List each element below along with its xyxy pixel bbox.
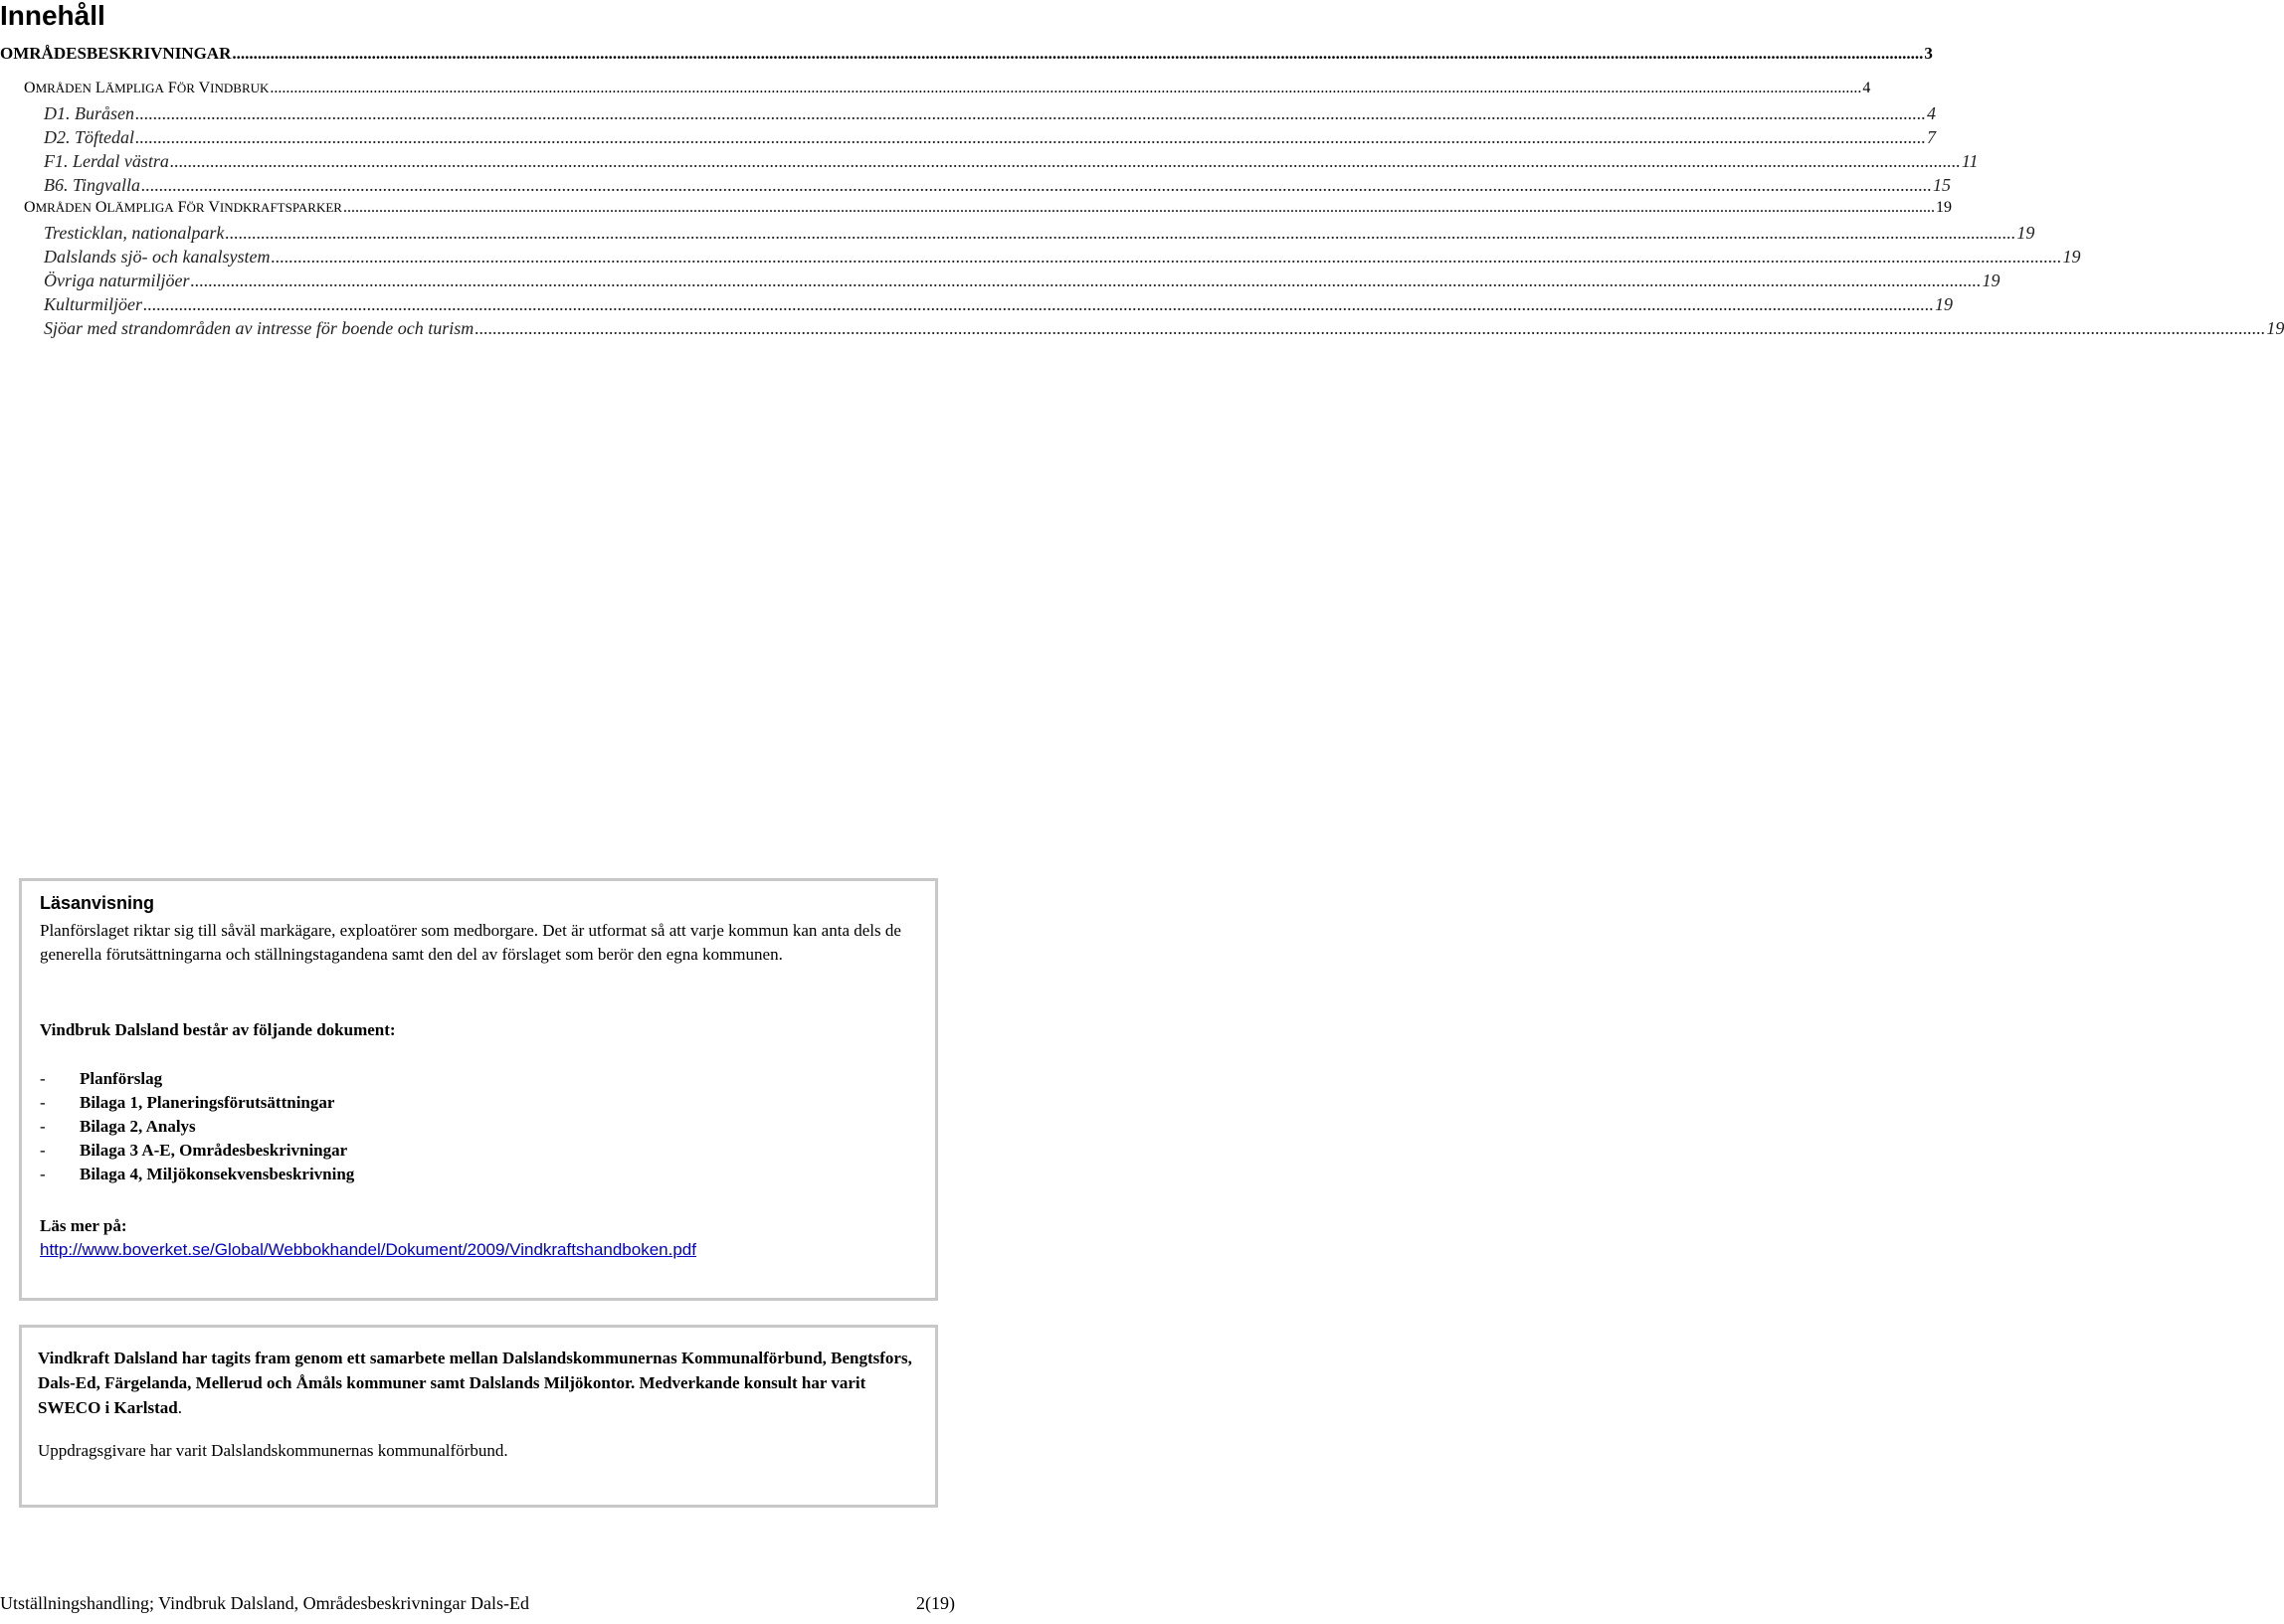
toc-leader-dots: ................................................................................................................................................................................................................................................................................................................................................................................................................ bbox=[225, 223, 2016, 243]
document-name: Bilaga 3 A-E, Områdesbeskrivningar bbox=[80, 1141, 348, 1160]
toc-entry[interactable] bbox=[24, 80, 1871, 97]
toc-entry-label: Dalslands sjö- och kanalsystem bbox=[44, 247, 271, 267]
list-item bbox=[40, 1139, 354, 1163]
toc-entry-label: Övriga naturmiljöer bbox=[44, 271, 190, 290]
toc-entry-label: Kulturmiljöer bbox=[44, 294, 143, 314]
list-dash: - bbox=[40, 1141, 46, 1160]
toc-entry[interactable] bbox=[44, 271, 2000, 291]
credits-period: . bbox=[177, 1398, 182, 1417]
list-dash: - bbox=[40, 1117, 46, 1136]
toc-entry-label: Tresticklan, nationalpark bbox=[44, 223, 225, 243]
toc-entry-label: OMRÅDEN LÄMPLIGA FÖR VINDBRUK bbox=[24, 80, 270, 96]
toc-leader-dots: ................................................................................................................................................................................................................................................................................................................................................................................................................ bbox=[232, 44, 1924, 63]
list-item bbox=[40, 1091, 354, 1115]
page-heading: Innehåll bbox=[0, 0, 105, 31]
toc-entry-page: 19 bbox=[1935, 199, 1952, 216]
toc-entry[interactable] bbox=[44, 175, 1952, 196]
toc-leader-dots: ................................................................................................................................................................................................................................................................................................................................................................................................................ bbox=[342, 199, 1935, 216]
toc-entry-page: 19 bbox=[1982, 271, 2000, 290]
documents-title: Vindbruk Dalsland består av följande dokument: bbox=[40, 1020, 396, 1039]
toc-entry[interactable] bbox=[44, 223, 2035, 244]
toc-entry[interactable] bbox=[44, 247, 2081, 268]
read-more-link[interactable]: http://www.boverket.se/Global/Webbokhandel/Dokument/2009/Vindkraftshandboken.pdf bbox=[40, 1240, 696, 1259]
credits-bold-text: Vindkraft Dalsland har tagits fram genom ett samarbete mellan Dalslandskommunernas Kommunalförbund, Bengtsfors, Dals-Ed, Färgelanda, Mellerud och Åmåls kommuner samt Dalslands Miljökontor. Medverkande konsult har varit SWECO i Karlstad bbox=[38, 1349, 912, 1417]
toc-entry-page: 19 bbox=[1935, 294, 1954, 314]
toc-leader-dots: ................................................................................................................................................................................................................................................................................................................................................................................................................ bbox=[169, 151, 1961, 171]
toc-entry[interactable] bbox=[0, 44, 1933, 64]
list-item bbox=[40, 1115, 354, 1139]
list-dash: - bbox=[40, 1093, 46, 1112]
toc-entry-label: F1. Lerdal västra bbox=[44, 151, 169, 171]
toc-entry-label: D1. Buråsen bbox=[44, 103, 134, 123]
document-name: Bilaga 4, Miljökonsekvensbeskrivning bbox=[80, 1165, 355, 1183]
toc-entry-page: 7 bbox=[1927, 127, 1937, 147]
toc-entry[interactable] bbox=[44, 127, 1937, 148]
commissioner-text: Uppdragsgivare har varit Dalslandskommunernas kommunalförbund. bbox=[38, 1441, 508, 1460]
toc-leader-dots: ................................................................................................................................................................................................................................................................................................................................................................................................................ bbox=[190, 271, 1982, 290]
list-dash: - bbox=[40, 1165, 46, 1183]
toc-leader-dots: ................................................................................................................................................................................................................................................................................................................................................................................................................ bbox=[135, 103, 1926, 123]
document-name: Bilaga 2, Analys bbox=[80, 1117, 196, 1136]
reading-guide-box bbox=[19, 878, 938, 1301]
toc-entry-page: 11 bbox=[1961, 151, 1979, 171]
toc-leader-dots: ................................................................................................................................................................................................................................................................................................................................................................................................................ bbox=[135, 127, 1927, 147]
toc-leader-dots: ................................................................................................................................................................................................................................................................................................................................................................................................................ bbox=[475, 318, 2266, 338]
read-more-title: Läs mer på: bbox=[40, 1216, 127, 1235]
toc-entry-page: 3 bbox=[1924, 44, 1933, 63]
document-name: Bilaga 1, Planeringsförutsättningar bbox=[80, 1093, 335, 1112]
toc-entry[interactable] bbox=[24, 199, 1952, 217]
toc-entry-page: 4 bbox=[1862, 80, 1871, 96]
credits-text bbox=[38, 1346, 923, 1420]
toc-entry-page: 19 bbox=[2062, 247, 2081, 267]
toc-entry[interactable] bbox=[44, 103, 1936, 124]
table-of-contents bbox=[0, 0, 2284, 358]
footer-document-title: Utställningshandling; Vindbruk Dalsland, Områdesbeskrivningar Dals-Ed bbox=[0, 1593, 530, 1613]
toc-leader-dots: ................................................................................................................................................................................................................................................................................................................................................................................................................ bbox=[270, 80, 1862, 96]
toc-entry-page: 15 bbox=[1933, 175, 1952, 195]
footer-page-number: 2(19) bbox=[916, 1593, 955, 1613]
toc-leader-dots: ................................................................................................................................................................................................................................................................................................................................................................................................................ bbox=[271, 247, 2062, 267]
toc-entry[interactable] bbox=[44, 294, 1954, 315]
list-item bbox=[40, 1067, 354, 1091]
toc-entry[interactable] bbox=[44, 151, 1979, 172]
documents-list bbox=[40, 1067, 354, 1186]
list-dash: - bbox=[40, 1069, 46, 1088]
toc-entry-page: 19 bbox=[2266, 318, 2284, 338]
toc-entry-label: Sjöar med strandområden av intresse för boende och turism bbox=[44, 318, 475, 338]
toc-entry-label: OMRÅDESBESKRIVNINGAR bbox=[0, 44, 232, 63]
toc-entry-label: D2. Töftedal bbox=[44, 127, 135, 147]
toc-leader-dots: ................................................................................................................................................................................................................................................................................................................................................................................................................ bbox=[143, 294, 1935, 314]
credits-box bbox=[19, 1325, 938, 1508]
list-item bbox=[40, 1163, 354, 1186]
toc-entry-page: 19 bbox=[2016, 223, 2035, 243]
reading-guide-paragraph: Planförslaget riktar sig till såväl markägare, exploatörer som medborgare. Det är utformat så att varje kommun kan anta dels de generella förutsättningarna och ställningstagandena samt den del av förslaget som berör den egna kommunen. bbox=[40, 921, 901, 964]
toc-entry-page: 4 bbox=[1927, 103, 1936, 123]
toc-entry-label: OMRÅDEN OLÄMPLIGA FÖR VINDKRAFTSPARKER bbox=[24, 199, 342, 216]
toc-entry[interactable] bbox=[44, 318, 2284, 339]
toc-leader-dots: ................................................................................................................................................................................................................................................................................................................................................................................................................ bbox=[141, 175, 1933, 195]
document-name: Planförslag bbox=[80, 1069, 163, 1088]
toc-entry-label: B6. Tingvalla bbox=[44, 175, 141, 195]
reading-guide-title: Läsanvisning bbox=[40, 893, 155, 913]
